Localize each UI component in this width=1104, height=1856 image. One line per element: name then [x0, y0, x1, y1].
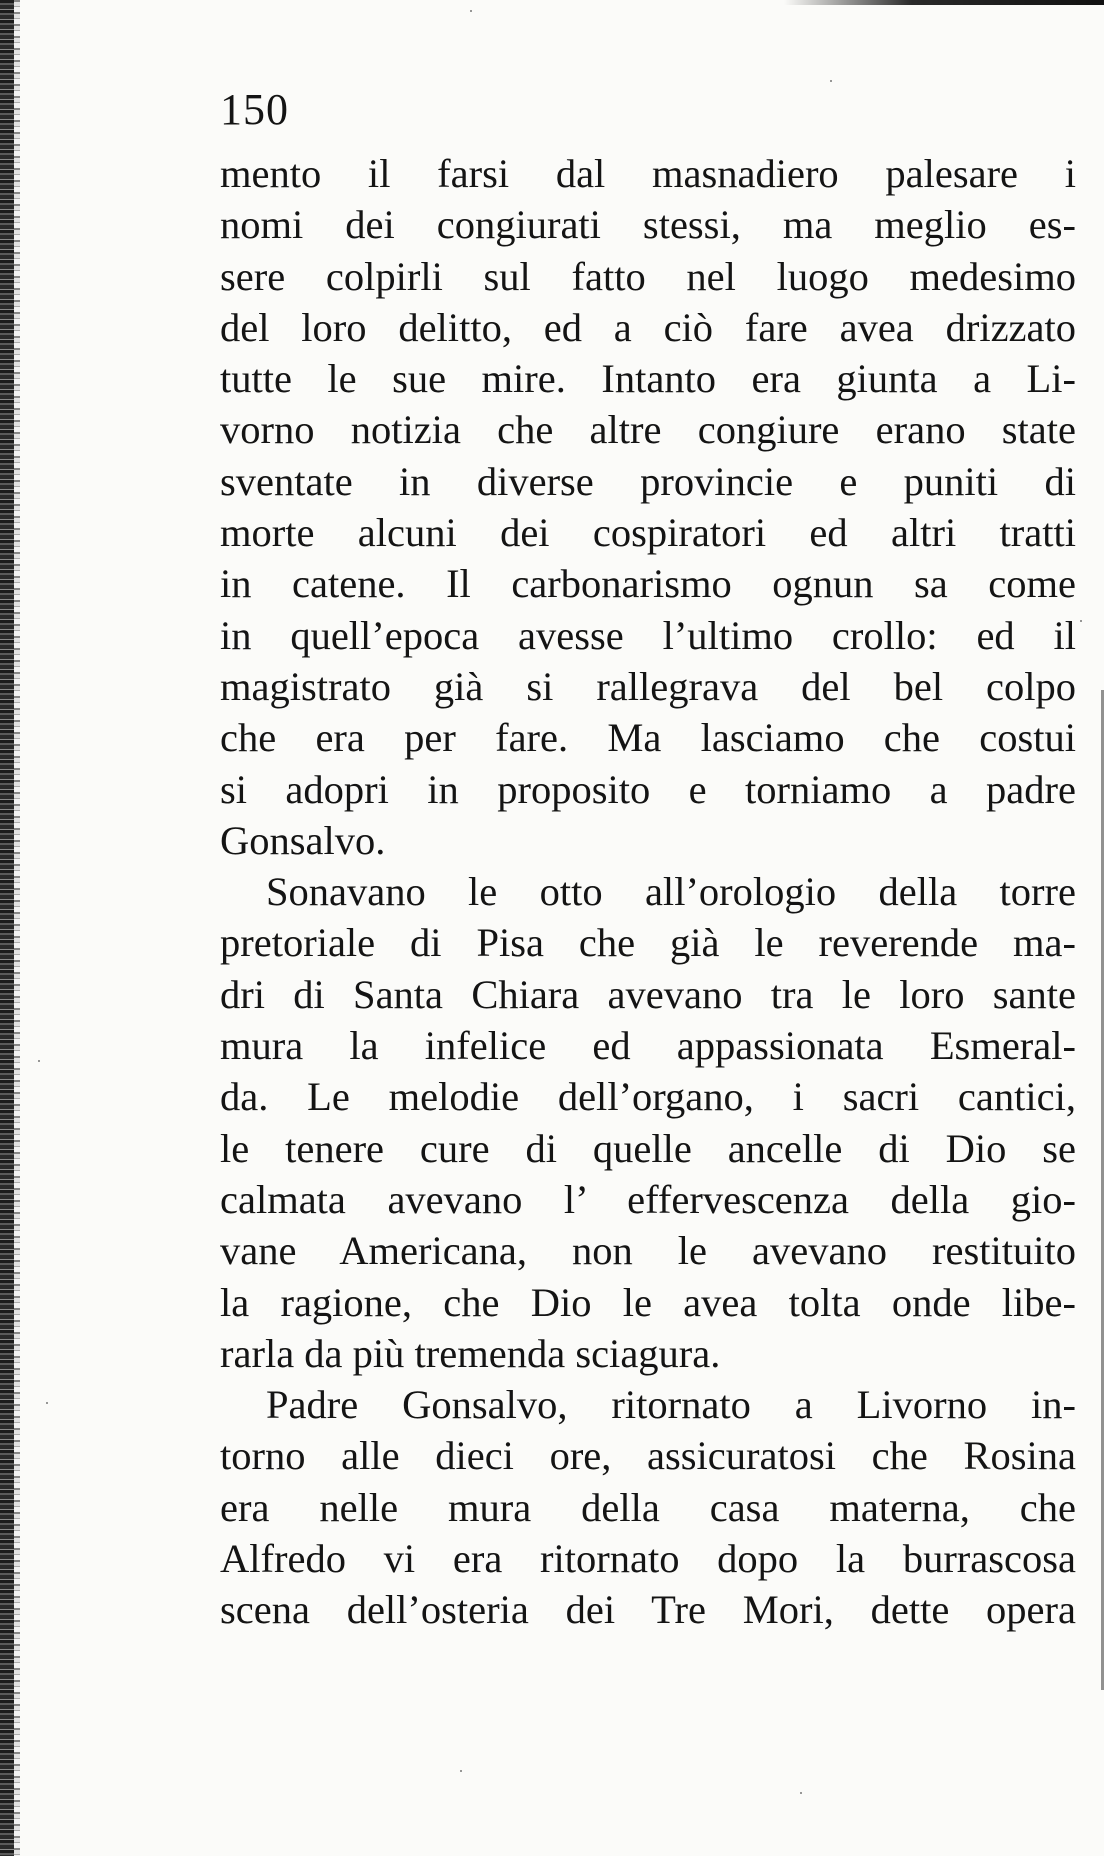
scan-speck: [46, 1402, 48, 1404]
body-text: [220, 148, 1076, 1636]
text-line: le tenere cure di quelle ancelle di Dio se: [220, 1125, 1076, 1171]
scan-speck: [800, 1792, 802, 1794]
text-line: magistrato già si rallegrava del bel colpo: [220, 663, 1076, 709]
text-line: Alfredo vi era ritornato dopo la burrascosa: [220, 1536, 1076, 1582]
scan-speck: [830, 80, 832, 82]
text-line: sere colpirli sul fatto nel luogo medesimo: [220, 253, 1076, 299]
text-line: Sonavano le otto all’orologio della torre: [266, 869, 1076, 915]
paragraph: [220, 148, 1076, 866]
text-line: del loro delitto, ed a ciò fare avea drizzato: [220, 304, 1076, 350]
text-line: pretoriale di Pisa che già le reverende ma-: [220, 920, 1076, 966]
text-line: vorno notizia che altre congiure erano state: [220, 407, 1076, 453]
text-line: mura la infelice ed appassionata Esmeral-: [220, 1023, 1076, 1069]
page-top-edge: [784, 0, 1104, 5]
scan-speck: [1080, 620, 1082, 622]
text-line: Gonsalvo.: [220, 817, 386, 863]
text-line: in catene. Il carbonarismo ognun sa come: [220, 561, 1076, 607]
text-line: da. Le melodie dell’organo, i sacri cantici,: [220, 1074, 1076, 1120]
text-line: dri di Santa Chiara avevano tra le loro sante: [220, 971, 1076, 1017]
text-line: in quell’epoca avesse l’ultimo crollo: ed il: [220, 612, 1076, 658]
text-line: mento il farsi dal masnadiero palesare i: [220, 151, 1076, 196]
text-line: Padre Gonsalvo, ritornato a Livorno in-: [266, 1382, 1076, 1428]
book-spine-shadow: [14, 0, 20, 1856]
text-line: tutte le sue mire. Intanto era giunta a Li-: [220, 356, 1076, 402]
text-line: era nelle mura della casa materna, che: [220, 1484, 1076, 1530]
text-line: scena dell’osteria dei Tre Mori, dette opera: [220, 1587, 1076, 1633]
paragraph: [220, 1379, 1076, 1635]
text-line: la ragione, che Dio le avea tolta onde libe-: [220, 1279, 1076, 1325]
text-line: sventate in diverse provincie e puniti di: [220, 458, 1076, 504]
text-line: calmata avevano l’ effervescenza della gio-: [220, 1176, 1076, 1222]
scan-speck: [460, 1770, 462, 1772]
text-line: morte alcuni dei cospiratori ed altri tratti: [220, 510, 1076, 556]
book-spine-edge: [0, 0, 14, 1856]
scan-speck: [38, 1060, 40, 1062]
text-line: che era per fare. Ma lasciamo che costui: [220, 715, 1076, 761]
text-line: rarla da più tremenda sciagura.: [220, 1330, 721, 1376]
text-line: nomi dei congiurati stessi, ma meglio es-: [220, 202, 1076, 248]
page-number: 150: [220, 85, 289, 134]
scan-speck: [470, 10, 472, 12]
text-line: vane Americana, non le avevano restituito: [220, 1228, 1076, 1274]
text-line: torno alle dieci ore, assicuratosi che Rosina: [220, 1433, 1076, 1479]
text-line: si adopri in proposito e torniamo a padre: [220, 766, 1076, 812]
paragraph: [220, 866, 1076, 1379]
